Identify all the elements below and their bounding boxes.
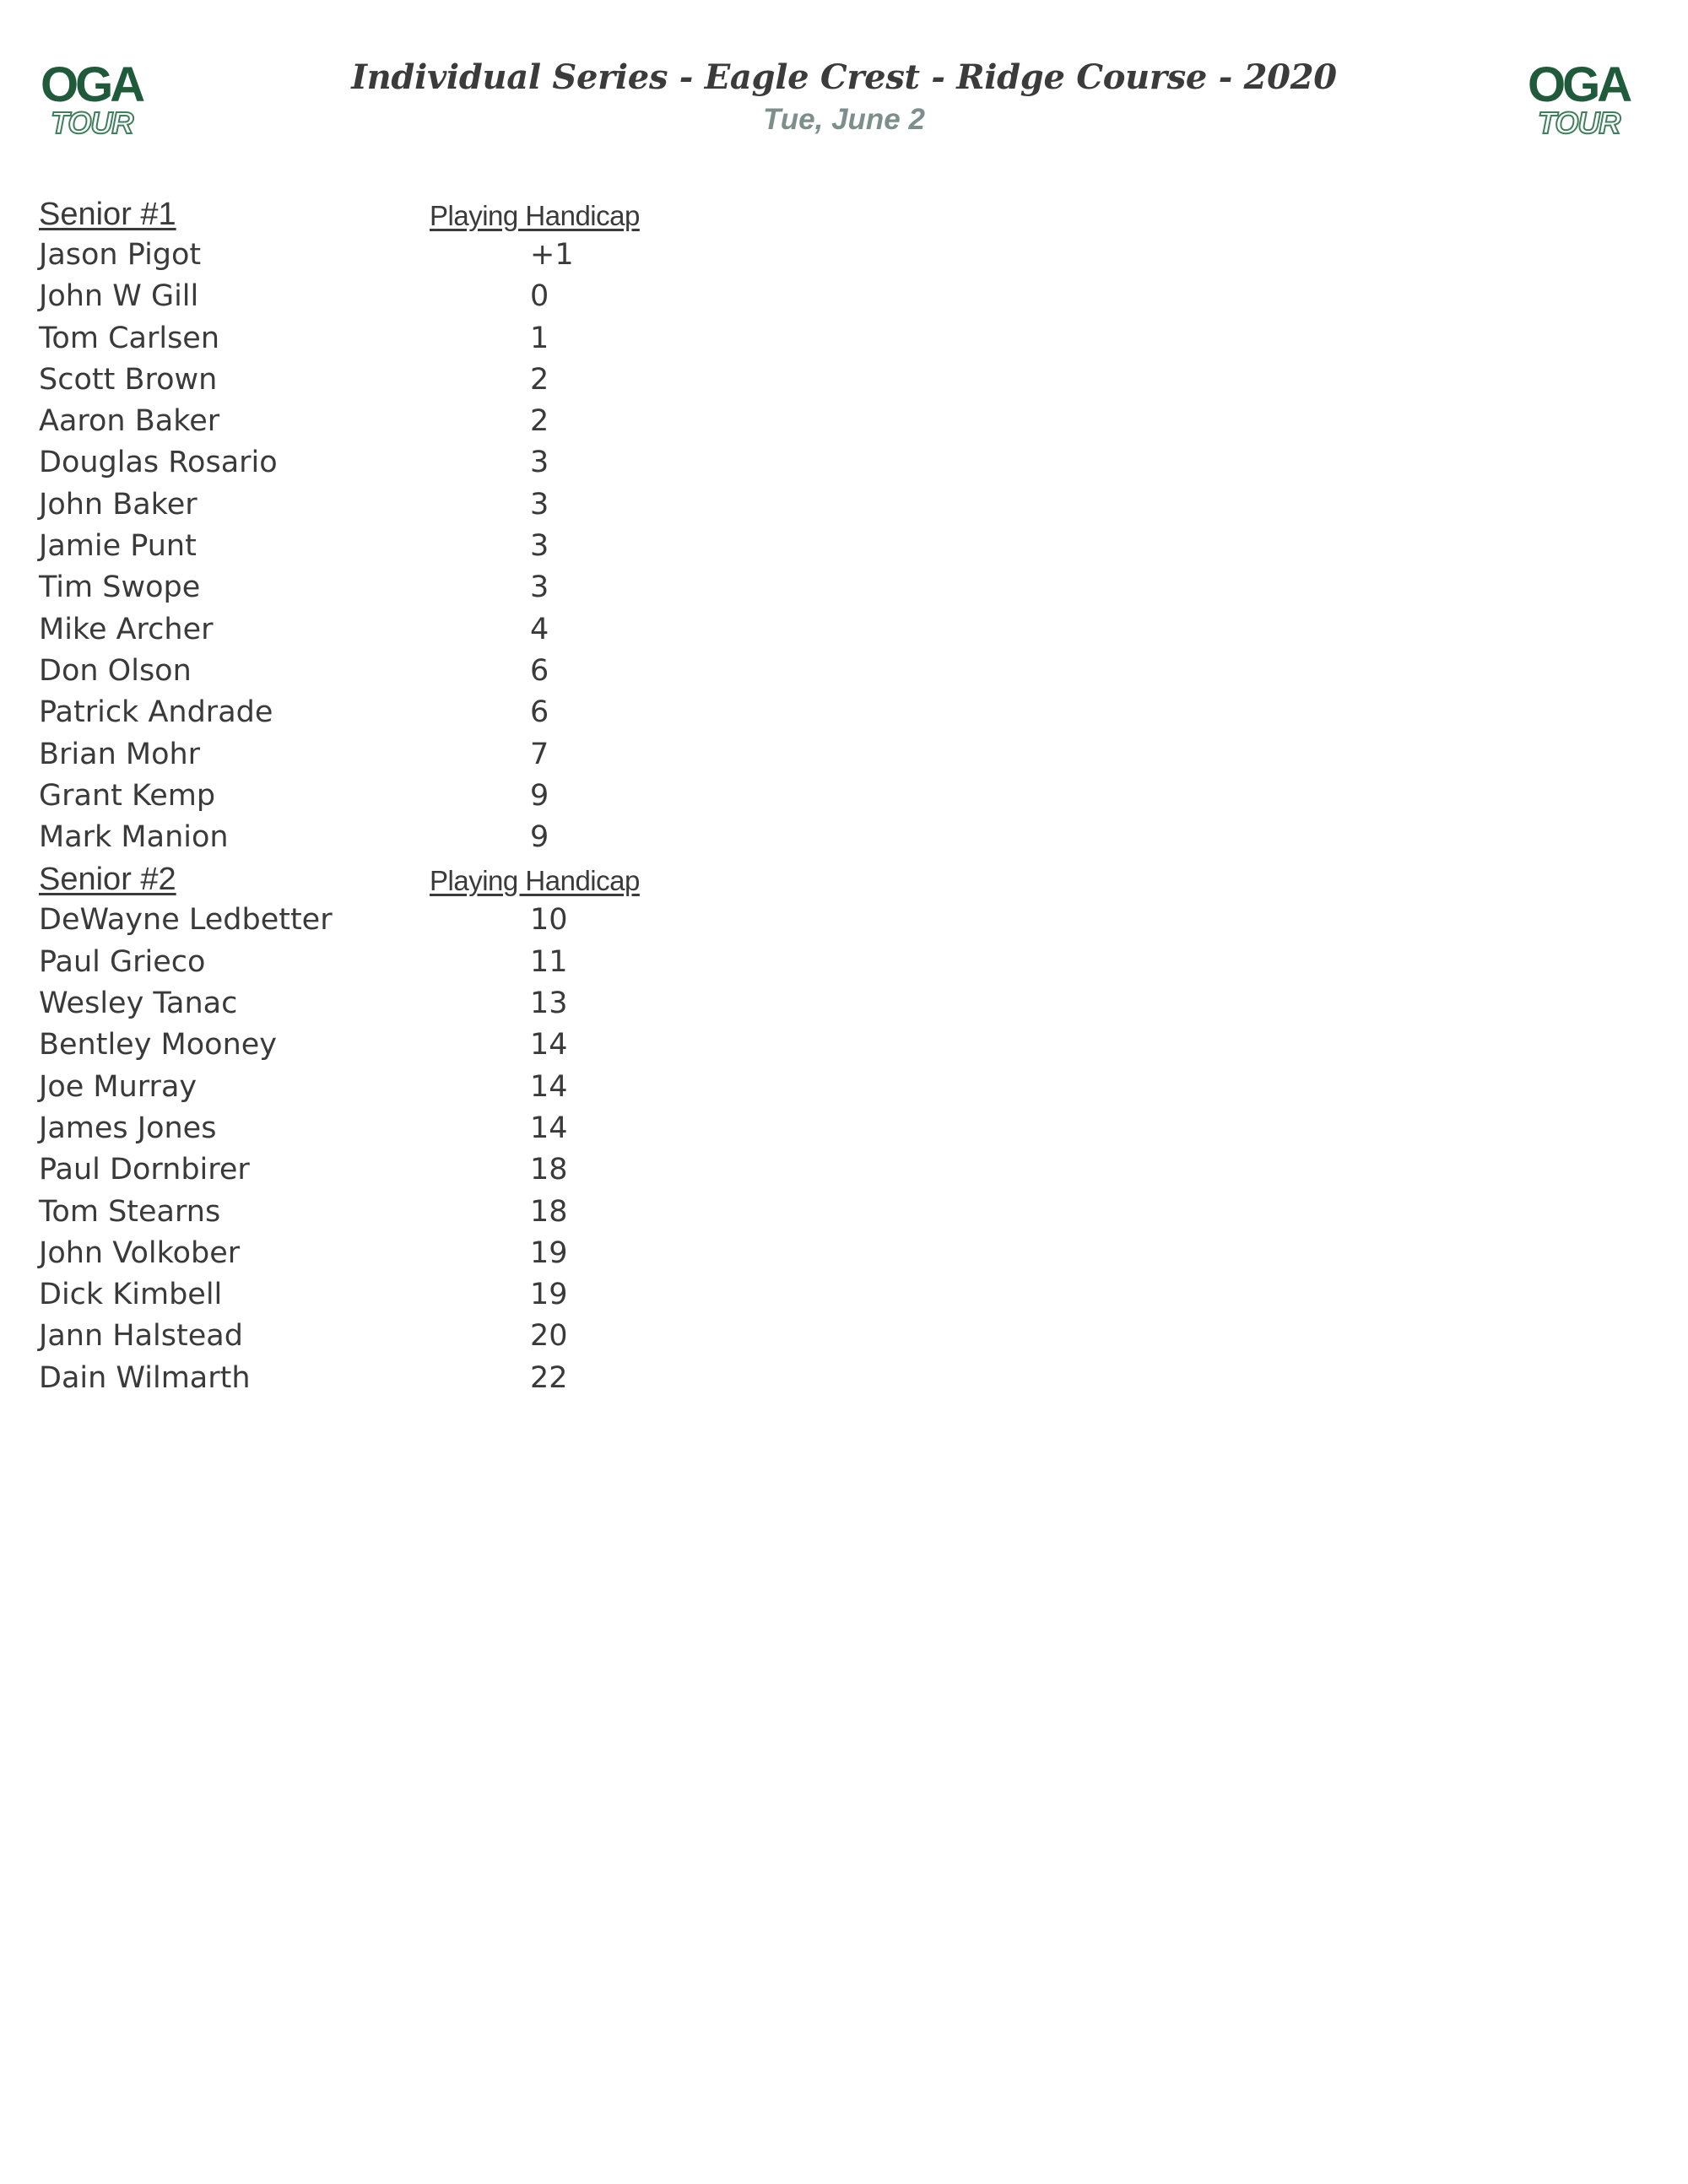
player-handicap: 4 [530,612,549,646]
player-row [39,983,798,1024]
player-row [39,276,798,317]
player-handicap: 3 [530,446,549,480]
player-name: Scott Brown [39,362,218,397]
player-name: Wesley Tanac [39,987,238,1021]
player-handicap: 2 [530,404,549,439]
player-row [39,359,798,401]
player-handicap: 11 [530,944,568,979]
column-header-playing-handicap: Playing Handicap [430,200,640,231]
player-name: Joe Murray [39,1069,197,1104]
player-handicap: 0 [530,279,549,314]
player-handicap: 9 [530,820,549,855]
player-handicap: 3 [530,487,549,522]
oga-tour-logo-left [39,57,157,138]
player-name: Aaron Baker [39,404,220,439]
player-name: James Jones [39,1111,217,1145]
group-header [39,193,798,235]
player-name: Jason Pigot [39,238,202,272]
logo-oga-text: OGA [41,57,143,112]
player-row [39,651,798,692]
player-name: Brian Mohr [39,737,201,771]
logo-oga-text: OGA [1528,57,1630,112]
player-row [39,1192,798,1233]
oga-tour-logo-icon [1526,57,1644,138]
player-row [39,567,798,608]
player-row [39,942,798,983]
player-handicap: 7 [530,737,549,771]
player-handicap: 22 [530,1360,568,1395]
player-row [39,442,798,484]
player-row [39,1358,798,1399]
oga-tour-logo-icon [39,57,157,138]
player-handicap: 14 [530,1111,568,1145]
player-name: John Volkober [39,1235,241,1270]
player-handicap: 18 [530,1153,568,1187]
player-name: Jann Halstead [39,1319,243,1354]
player-name: Don Olson [39,653,192,688]
player-name: DeWayne Ledbetter [39,903,333,938]
handicap-sheet [39,193,798,1399]
player-handicap: 2 [530,362,549,397]
player-row [39,692,798,733]
group-senior-1 [39,193,798,858]
player-handicap: 10 [530,903,568,938]
player-name: Dain Wilmarth [39,1360,251,1395]
player-handicap: 18 [530,1194,568,1229]
player-handicap: +1 [530,238,574,272]
group-senior-2 [39,858,798,1399]
player-row [39,1024,798,1066]
player-name: Mike Archer [39,612,214,646]
player-row [39,1233,798,1274]
player-name: John W Gill [39,279,199,314]
player-row [39,900,798,941]
group-name: Senior #1 [39,197,176,232]
player-handicap: 1 [530,321,549,355]
player-handicap: 14 [530,1069,568,1104]
player-handicap: 6 [530,695,549,730]
logo-tour-text: TOUR [51,105,133,138]
player-row [39,776,798,817]
player-name: Patrick Andrade [39,695,273,730]
player-handicap: 20 [530,1319,568,1354]
player-row [39,609,798,651]
player-name: Dick Kimbell [39,1278,223,1312]
player-name: John Baker [39,487,197,522]
player-name: Paul Dornbirer [39,1153,250,1187]
player-row [39,1067,798,1108]
player-handicap: 3 [530,570,549,605]
player-row [39,817,798,858]
player-row [39,484,798,526]
player-name: Paul Grieco [39,944,206,979]
player-handicap: 19 [530,1278,568,1312]
player-row [39,1149,798,1191]
player-row [39,1274,798,1316]
logo-tour-text: TOUR [1538,105,1620,138]
player-handicap: 6 [530,653,549,688]
oga-tour-logo-right [1526,57,1644,138]
player-name: Mark Manion [39,820,229,855]
player-name: Tom Stearns [39,1194,221,1229]
player-handicap: 14 [530,1028,568,1062]
page-title: Individual Series - Eagle Crest - Ridge Course - 2020 [351,57,1337,97]
player-row [39,401,798,442]
page-header [338,54,1350,138]
player-row [39,734,798,776]
player-name: Tom Carlsen [39,321,220,355]
player-name: Douglas Rosario [39,446,278,480]
player-name: Grant Kemp [39,778,216,813]
player-row [39,526,798,567]
column-header-playing-handicap: Playing Handicap [430,865,640,897]
group-name: Senior #2 [39,862,176,898]
player-handicap: 19 [530,1235,568,1270]
player-row [39,1316,798,1357]
player-row [39,1108,798,1149]
player-handicap: 13 [530,987,568,1021]
page-date: Tue, June 2 [763,103,925,136]
player-handicap: 9 [530,778,549,813]
player-name: Bentley Mooney [39,1028,277,1062]
player-row [39,318,798,359]
player-row [39,235,798,276]
player-name: Jamie Punt [39,529,197,564]
player-name: Tim Swope [39,570,201,605]
group-header [39,858,798,900]
player-handicap: 3 [530,529,549,564]
